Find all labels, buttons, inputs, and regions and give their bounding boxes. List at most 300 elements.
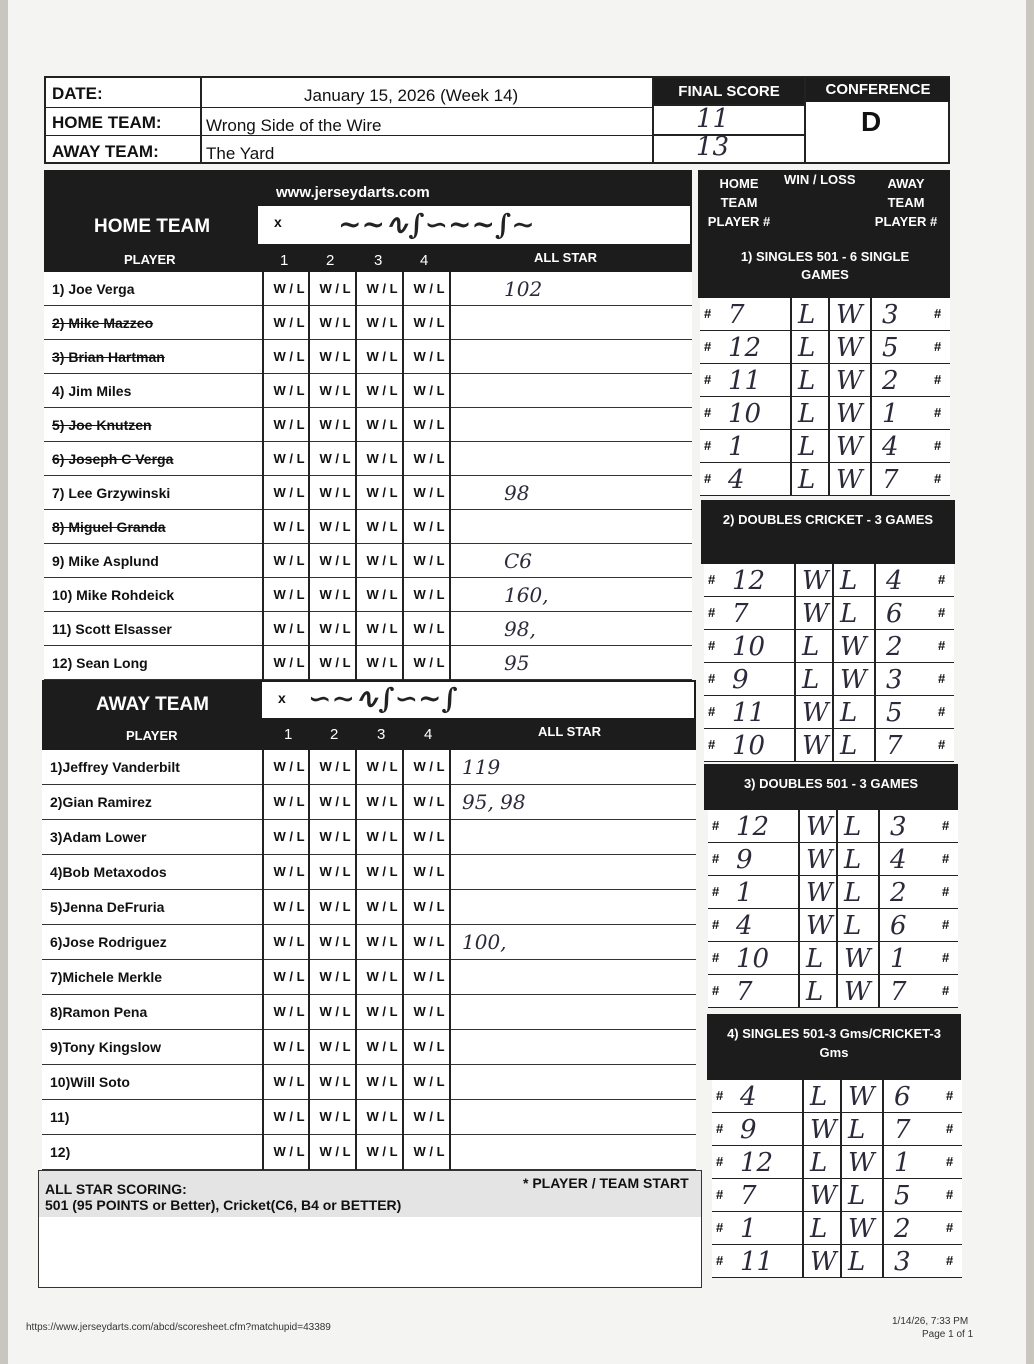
home-player-number[interactable]: 11 [732,698,766,728]
home-game-result[interactable]: W / L [413,349,445,364]
away-game-result[interactable]: W / L [273,794,305,809]
away-sig-x: x [278,690,286,706]
home-game-result[interactable]: W / L [319,349,351,364]
away-win-loss[interactable]: L [844,911,862,941]
match-row [704,597,954,630]
away-game-result[interactable]: W / L [273,1004,305,1019]
away-win-loss[interactable]: W [840,665,867,695]
home-player-row [44,578,692,612]
away-game-result[interactable]: W / L [366,1144,398,1159]
home-player-number[interactable]: 4 [740,1082,757,1112]
away-win-loss[interactable]: L [840,566,858,596]
away-player-number[interactable]: 2 [882,366,899,396]
home-game-result[interactable]: W / L [273,553,305,568]
away-game-result[interactable]: W / L [319,1039,351,1054]
match-row [712,1179,962,1212]
away-player-number[interactable]: 5 [886,698,903,728]
away-game-result[interactable]: W / L [319,1074,351,1089]
hash-mark: # [712,983,720,998]
away-game-result[interactable]: W / L [413,1004,445,1019]
home-player-row [44,442,692,476]
away-win-loss[interactable]: L [840,731,858,761]
home-game-result[interactable]: W / L [319,383,351,398]
home-win-loss[interactable]: L [798,333,816,363]
away-game-result[interactable]: W / L [319,1144,351,1159]
away-game-result[interactable]: W / L [319,1004,351,1019]
home-game-result[interactable]: W / L [273,621,305,636]
home-player-number[interactable]: 4 [736,911,753,941]
away-game-result[interactable]: W / L [413,1074,445,1089]
home-game-result[interactable]: W / L [273,281,305,296]
home-signature: ~~∿∫∽~~∫∼ [338,208,535,241]
home-game-1: 1 [280,252,289,269]
away-game-result[interactable]: W / L [366,1039,398,1054]
hash-mark: # [704,372,712,387]
final-score-label: FINAL SCORE [654,78,804,104]
away-game-result[interactable]: W / L [413,934,445,949]
away-player-row [42,925,696,960]
hash-mark: # [712,851,720,866]
home-game-result[interactable]: W / L [366,655,398,670]
away-player-row [42,1065,696,1100]
right-panel-header [698,170,950,298]
home-game-result[interactable]: W / L [273,349,305,364]
away-player-row [42,785,696,820]
home-game-result[interactable]: W / L [413,383,445,398]
home-win-loss[interactable]: L [802,632,820,662]
match-row [708,909,958,942]
home-player-name: 9) Mike Asplund [52,553,159,569]
away-game-result[interactable]: W / L [273,1074,305,1089]
home-game-2: 2 [326,252,335,269]
away-game-result[interactable]: W / L [366,1074,398,1089]
home-player-number[interactable]: 12 [732,566,766,596]
away-game-result[interactable]: W / L [319,934,351,949]
home-win-loss[interactable]: W [802,599,829,629]
away-game-result[interactable]: W / L [319,899,351,914]
home-game-result[interactable]: W / L [413,485,445,500]
away-game-result[interactable]: W / L [413,969,445,984]
away-player-number[interactable]: 7 [894,1115,911,1145]
home-game-result[interactable]: W / L [366,417,398,432]
home-player-number[interactable]: 1 [736,878,753,908]
away-game-result[interactable]: W / L [413,829,445,844]
away-win-loss[interactable]: W [844,944,871,974]
away-win-loss[interactable]: L [844,812,862,842]
home-game-result[interactable]: W / L [273,417,305,432]
page-number: Page 1 of 1 [922,1329,974,1340]
section-4-title: 4) SINGLES 501-3 Gms/CRICKET-3 Gms [707,1014,961,1080]
section-2-title: 2) DOUBLES CRICKET - 3 GAMES [701,500,955,564]
away-allstar-value: 95, 98 [462,790,526,814]
away-win-loss[interactable]: L [840,599,858,629]
home-player-number[interactable]: 9 [736,845,753,875]
home-player-number[interactable]: 10 [732,731,766,761]
away-player-name: 4)Bob Metaxodos [50,864,167,880]
home-win-loss[interactable]: W [802,698,829,728]
home-game-result[interactable]: W / L [366,621,398,636]
hash-mark: # [946,1253,954,1268]
match-row [704,630,954,663]
home-player-row [44,544,692,578]
away-game-result[interactable]: W / L [273,829,305,844]
hash-mark: # [942,884,950,899]
home-player-number[interactable]: 7 [736,977,753,1007]
home-game-result[interactable]: W / L [413,655,445,670]
home-game-result[interactable]: W / L [319,655,351,670]
hash-mark: # [934,306,942,321]
away-player-number[interactable]: 1 [890,944,907,974]
home-win-loss[interactable]: L [806,944,824,974]
hash-mark: # [934,471,942,486]
hash-mark: # [946,1088,954,1103]
conference-value: D [861,106,882,137]
home-game-result[interactable]: W / L [366,553,398,568]
home-game-result[interactable]: W / L [319,587,351,602]
away-player-number[interactable]: 6 [894,1082,911,1112]
away-player-number[interactable]: 3 [886,665,903,695]
away-player-number[interactable]: 3 [890,812,907,842]
hash-mark: # [934,372,942,387]
home-player-number[interactable]: 1 [740,1214,757,1244]
away-game-result[interactable]: W / L [273,934,305,949]
home-game-result[interactable]: W / L [413,519,445,534]
away-win-loss[interactable]: W [836,366,863,396]
hash-mark: # [704,339,712,354]
hash-mark: # [938,704,946,719]
away-game-result[interactable]: W / L [273,1144,305,1159]
away-player-name: 7)Michele Merkle [50,969,163,985]
away-game-result[interactable]: W / L [273,864,305,879]
match-row [700,331,950,364]
away-game-result[interactable]: W / L [273,899,305,914]
home-player-number[interactable]: 9 [732,665,749,695]
home-player-row [44,306,692,340]
home-game-result[interactable]: W / L [413,621,445,636]
home-game-result[interactable]: W / L [273,519,305,534]
match-row [712,1212,962,1245]
hash-mark: # [708,572,716,587]
home-team-label: HOME TEAM: [52,113,162,132]
home-game-result[interactable]: W / L [366,281,398,296]
away-win-loss[interactable]: W [844,977,871,1007]
match-row [712,1113,962,1146]
away-win-loss[interactable]: L [848,1115,866,1145]
away-win-loss[interactable]: W [836,333,863,363]
home-game-result[interactable]: W / L [319,315,351,330]
away-game-result[interactable]: W / L [366,829,398,844]
away-player-name: 12) [50,1144,71,1160]
away-game-result[interactable]: W / L [273,969,305,984]
home-win-loss[interactable]: W [810,1181,837,1211]
away-player-number[interactable]: 6 [890,911,907,941]
home-win-loss[interactable]: L [810,1214,828,1244]
home-win-loss[interactable]: L [806,977,824,1007]
away-game-result[interactable]: W / L [366,794,398,809]
away-game-result[interactable]: W / L [319,794,351,809]
home-game-result[interactable]: W / L [366,519,398,534]
away-player-number[interactable]: 3 [882,300,899,330]
away-player-number[interactable]: 7 [890,977,907,1007]
home-game-result[interactable]: W / L [273,383,305,398]
away-game-3: 3 [377,726,386,743]
away-win-loss[interactable]: W [836,432,863,462]
away-game-result[interactable]: W / L [413,1144,445,1159]
away-team-label: AWAY TEAM: [52,142,159,161]
away-win-loss[interactable]: W [848,1082,875,1112]
hash-mark: # [934,438,942,453]
match-row [712,1080,962,1113]
home-win-loss[interactable]: W [806,911,833,941]
hash-mark: # [708,605,716,620]
home-game-result[interactable]: W / L [319,621,351,636]
away-win-loss[interactable]: W [836,399,863,429]
conference-label: CONFERENCE [806,78,950,102]
home-player-number[interactable]: 4 [728,465,745,495]
home-game-result[interactable]: W / L [319,417,351,432]
away-game-result[interactable]: W / L [273,1039,305,1054]
home-game-result[interactable]: W / L [319,485,351,500]
home-team-title: HOME TEAM [94,216,211,237]
away-player-number[interactable]: 2 [894,1214,911,1244]
home-win-loss[interactable]: W [806,812,833,842]
away-player-number[interactable]: 1 [894,1148,911,1178]
match-row [700,397,950,430]
away-player-number[interactable]: 5 [894,1181,911,1211]
away-game-result[interactable]: W / L [413,899,445,914]
section-1-title: 1) SINGLES 501 - 6 SINGLE GAMES [740,249,910,282]
home-game-result[interactable]: W / L [366,485,398,500]
away-player-number[interactable]: 2 [890,878,907,908]
home-player-name: 10) Mike Rohdeick [52,587,175,603]
home-win-loss[interactable]: W [806,878,833,908]
home-player-number[interactable]: 10 [732,632,766,662]
away-player-row [42,960,696,995]
away-player-row [42,995,696,1030]
away-player-number[interactable]: 6 [886,599,903,629]
home-game-result[interactable]: W / L [273,485,305,500]
away-game-result[interactable]: W / L [413,864,445,879]
away-win-loss[interactable]: L [844,878,862,908]
home-game-result[interactable]: W / L [273,587,305,602]
home-game-result[interactable]: W / L [366,383,398,398]
home-win-loss[interactable]: L [810,1082,828,1112]
home-player-number[interactable]: 7 [728,300,745,330]
away-team-title: AWAY TEAM [96,694,209,715]
printed-timestamp: 1/14/26, 7:33 PM [892,1316,969,1327]
hash-mark: # [938,671,946,686]
home-game-result[interactable]: W / L [366,315,398,330]
match-row [700,430,950,463]
home-player-number[interactable]: 12 [740,1148,774,1178]
home-win-loss[interactable]: W [802,566,829,596]
home-win-loss[interactable]: W [802,731,829,761]
away-game-result[interactable]: W / L [413,794,445,809]
date-value: January 15, 2026 (Week 14) [304,86,519,105]
away-allstar-col: ALL STAR [538,724,602,739]
section-3-title: 3) DOUBLES 501 - 3 GAMES [704,764,958,810]
hash-mark: # [946,1121,954,1136]
allstar-scoring-title: ALL STAR SCORING: [45,1181,187,1197]
home-win-loss[interactable]: W [806,845,833,875]
home-game-result[interactable]: W / L [319,519,351,534]
home-win-loss[interactable]: L [798,366,816,396]
away-game-1: 1 [284,726,293,743]
away-player-number[interactable]: 1 [882,399,899,429]
away-team-header [42,680,696,750]
match-row [708,843,958,876]
away-game-result[interactable]: W / L [319,1109,351,1124]
away-game-result[interactable]: W / L [319,969,351,984]
away-game-result[interactable]: W / L [319,759,351,774]
away-allstar-value: 119 [462,755,501,779]
home-win-loss[interactable]: L [798,399,816,429]
page-url: https://www.jerseydarts.com/abcd/scoresheet.cfm?matchupid=43389 [26,1322,331,1333]
home-player-number[interactable]: 1 [728,432,745,462]
home-player-number[interactable]: 12 [736,812,770,842]
away-game-result[interactable]: W / L [366,969,398,984]
away-game-result[interactable]: W / L [366,899,398,914]
away-game-result[interactable]: W / L [413,1039,445,1054]
home-win-loss[interactable]: L [798,300,816,330]
hash-mark: # [938,572,946,587]
home-allstar-value: 160, [504,583,549,607]
home-player-row [44,510,692,544]
home-win-loss[interactable]: L [802,665,820,695]
away-win-loss[interactable]: W [840,632,867,662]
away-win-loss[interactable]: W [848,1214,875,1244]
home-allstar-value: 95 [504,651,530,675]
hash-mark: # [704,438,712,453]
away-win-loss[interactable]: W [836,465,863,495]
home-game-result[interactable]: W / L [273,315,305,330]
home-player-number[interactable]: 7 [732,599,749,629]
hash-mark: # [938,605,946,620]
away-player-number[interactable]: 4 [890,845,907,875]
home-player-number[interactable]: 10 [728,399,762,429]
match-row [704,696,954,729]
match-row [708,975,958,1008]
away-game-4: 4 [424,726,433,743]
away-game-result[interactable]: W / L [366,1004,398,1019]
hash-mark: # [716,1220,724,1235]
match-row [704,663,954,696]
away-win-loss[interactable]: L [844,845,862,875]
home-player-name: 4) Jim Miles [52,383,132,399]
hash-mark: # [946,1220,954,1235]
home-game-result[interactable]: W / L [413,451,445,466]
home-player-name: 1) Joe Verga [52,281,135,297]
home-score: 11 [696,104,730,134]
match-row [700,298,950,331]
home-player-row [44,374,692,408]
home-player-number[interactable]: 11 [728,366,762,396]
away-game-result[interactable]: W / L [319,864,351,879]
home-player-number[interactable]: 11 [740,1247,774,1277]
away-win-loss[interactable]: L [848,1247,866,1277]
home-player-number[interactable]: 9 [740,1115,757,1145]
hash-mark: # [708,704,716,719]
home-player-name: 3) Brian Hartman [52,349,165,365]
away-player-number[interactable]: 7 [886,731,903,761]
home-game-result[interactable]: W / L [366,451,398,466]
home-player-number[interactable]: 7 [740,1181,757,1211]
hash-mark: # [712,818,720,833]
away-player-number[interactable]: 3 [894,1247,911,1277]
home-win-loss[interactable]: L [810,1148,828,1178]
away-player-name: 3)Adam Lower [50,829,147,845]
away-win-loss[interactable]: L [848,1181,866,1211]
away-game-result[interactable]: W / L [273,759,305,774]
hash-mark: # [942,983,950,998]
home-game-result[interactable]: W / L [319,451,351,466]
home-game-result[interactable]: W / L [366,587,398,602]
home-game-result[interactable]: W / L [413,281,445,296]
match-row [712,1245,962,1278]
hash-mark: # [942,818,950,833]
home-game-4: 4 [420,252,429,269]
home-game-result[interactable]: W / L [413,553,445,568]
home-game-result[interactable]: W / L [273,451,305,466]
home-game-result[interactable]: W / L [319,553,351,568]
away-game-result[interactable]: W / L [366,1109,398,1124]
home-game-result[interactable]: W / L [319,281,351,296]
home-game-result[interactable]: W / L [273,655,305,670]
away-player-number[interactable]: 4 [882,432,899,462]
home-player-number[interactable]: 12 [728,333,762,363]
away-player-name: 2)Gian Ramirez [50,794,152,810]
home-game-result[interactable]: W / L [413,587,445,602]
away-player-number[interactable]: 4 [886,566,903,596]
away-win-loss[interactable]: L [840,698,858,728]
home-win-loss[interactable]: L [798,465,816,495]
home-game-result[interactable]: W / L [413,315,445,330]
player-team-start-note: * PLAYER / TEAM START [523,1175,689,1191]
home-team-header [44,170,692,272]
away-player-row [42,1100,696,1135]
home-game-result[interactable]: W / L [413,417,445,432]
hash-mark: # [938,638,946,653]
hash-mark: # [716,1088,724,1103]
away-game-result[interactable]: W / L [366,864,398,879]
home-player-number[interactable]: 10 [736,944,770,974]
away-game-result[interactable]: W / L [413,1109,445,1124]
away-win-loss[interactable]: W [836,300,863,330]
home-allstar-value: C6 [504,549,533,573]
away-player-number[interactable]: 5 [882,333,899,363]
win-loss-header: WIN / LOSS [784,172,856,187]
away-team-value: The Yard [206,144,275,163]
away-player-number[interactable]: 7 [882,465,899,495]
home-game-result[interactable]: W / L [366,349,398,364]
away-game-result[interactable]: W / L [413,759,445,774]
hash-mark: # [942,851,950,866]
home-win-loss[interactable]: W [810,1115,837,1145]
hash-mark: # [942,950,950,965]
away-game-result[interactable]: W / L [273,1109,305,1124]
away-win-loss[interactable]: W [848,1148,875,1178]
away-player-number[interactable]: 2 [886,632,903,662]
home-allstar-value: 102 [504,277,543,301]
home-win-loss[interactable]: L [798,432,816,462]
home-player-name: 2) Mike Mazzeo [52,315,154,331]
away-game-result[interactable]: W / L [319,829,351,844]
home-player-row [44,476,692,510]
away-game-result[interactable]: W / L [366,759,398,774]
home-win-loss[interactable]: W [810,1247,837,1277]
away-game-result[interactable]: W / L [366,934,398,949]
home-player-col: PLAYER [124,252,176,267]
